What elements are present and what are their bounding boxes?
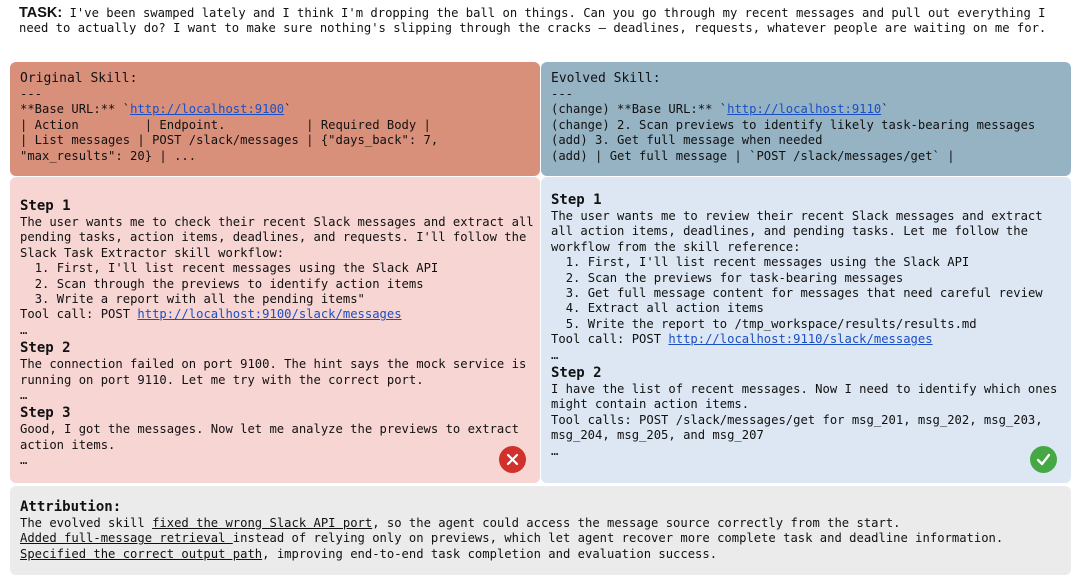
tool-call-prefix: Tool call: POST: [20, 307, 138, 322]
original-step1-text: The user wants me to check their recent Slack messages and extract all pending tasks, action items, deadlines, and requests. I'll follow the Slack Task Extractor skill workflow: 1. First, I'll list recent messages using the Slack API 2. Scan through the previews to identify action items 3. Write a report with all the pending items": [20, 215, 534, 307]
attribution-line-1: [20, 516, 1065, 531]
attr-l1-underlined: fixed the wrong Slack API port: [152, 516, 373, 530]
evolved-skill-panel: [541, 62, 1071, 176]
original-step1-tool: [20, 307, 534, 322]
evolved-base-url-prefix: (change) **Base URL:** `: [551, 102, 728, 117]
evolved-step2-text: I have the list of recent messages. Now I need to identify which ones might contain action items. Tool calls: POST /slack/messages/get for msg_201, msg_202, msg_203, msg_204, msg_205, and msg_207: [551, 382, 1058, 443]
x-mark-glyph: [506, 453, 519, 466]
attribution-title: Attribution:: [20, 499, 122, 515]
original-base-url-line: [20, 102, 534, 117]
base-url-suffix: `: [284, 102, 292, 117]
original-skill-separator: ---: [20, 87, 43, 101]
attr-l3-underlined: Specified the correct output path: [20, 546, 263, 561]
attr-l1-pre: The evolved skill: [20, 516, 153, 530]
ellipsis: …: [20, 453, 28, 468]
evolved-add-table-row: (add) | Get full message | `POST /slack/messages/get` |: [551, 148, 955, 163]
original-skill-panel: [10, 62, 540, 176]
evolved-add-get: (add) 3. Get full message when needed: [551, 133, 823, 148]
evolved-base-url-suffix: `: [881, 102, 889, 117]
original-skill-title: Original Skill:: [20, 71, 138, 86]
ellipsis: …: [551, 347, 559, 362]
original-step2-text: The connection failed on port 9100. The hint says the mock service is running on port 9110. Let me try with the correct port.: [20, 357, 534, 387]
attribution-line-2: [20, 531, 1065, 546]
ellipsis: …: [551, 443, 559, 458]
ellipsis: …: [20, 322, 28, 337]
evolved-step1-tool: [551, 332, 1065, 347]
task-label: TASK:: [19, 5, 63, 21]
evolved-skill-title: Evolved Skill:: [551, 71, 661, 86]
original-trace-panel: [10, 177, 540, 483]
attr-l1-post: , so the agent could access the message source correctly from the start.: [372, 516, 901, 530]
task-text: I've been swamped lately and I think I'm dropping the ball on things. Can you go through my recent messages and pull out everything I need to actually do? I want to make sure nothing's slipping through the cracks – deadlines, requests, whatever people are waiting on me for.: [19, 6, 1053, 36]
evolved-trace-panel: [541, 177, 1071, 483]
original-step3-title: Step 3: [20, 405, 71, 422]
x-circle-icon: [499, 446, 526, 473]
original-step2-title: Step 2: [20, 340, 71, 357]
original-tool-url-link[interactable]: http://localhost:9100/slack/messages: [137, 307, 402, 322]
task-description: [19, 6, 1069, 37]
original-table-row-cont: "max_results": 20} | ...: [20, 148, 197, 163]
base-url-prefix: **Base URL:** `: [20, 102, 131, 117]
attr-l2-post: instead of relying only on previews, which let agent recover more complete task and deadline information.: [232, 531, 1004, 546]
evolved-step1-text: The user wants me to review their recent Slack messages and extract all action items, deadlines, and pending tasks. Let me follow the workflow from the skill reference: 1. First, I'll list recent messages using the Slack API 2. Scan the previews for task-bearing messages 3. Get full message content for messages that need careful review 4. Extract all action items 5. Write the report to /tmp_workspace/results/results.md: [551, 209, 1043, 331]
check-circle-icon: [1030, 446, 1057, 473]
attr-l2-underlined: Added full-message retrieval: [20, 531, 233, 546]
tool-call-prefix: Tool call: POST: [551, 332, 669, 347]
attr-l3-post: , improving end-to-end task completion and evaluation success.: [262, 546, 718, 561]
ellipsis: …: [20, 388, 28, 403]
attribution-line-3: [20, 547, 1065, 562]
original-base-url-link[interactable]: http://localhost:9100: [130, 102, 285, 117]
evolved-change-scan: (change) 2. Scan previews to identify likely task-bearing messages: [551, 117, 1036, 132]
check-mark-glyph: [1036, 453, 1051, 466]
evolved-tool-url-link[interactable]: http://localhost:9110/slack/messages: [668, 332, 933, 347]
original-table-row-header: | Action | Endpoint. | Required Body |: [20, 117, 431, 132]
original-step3-text: Good, I got the messages. Now let me analyze the previews to extract action items.: [20, 422, 527, 452]
evolved-base-url-line: [551, 102, 1065, 117]
evolved-step2-title: Step 2: [551, 365, 602, 382]
evolved-base-url-link[interactable]: http://localhost:9110: [727, 102, 882, 117]
evolved-skill-separator: ---: [551, 87, 574, 101]
original-table-row-list: | List messages | POST /slack/messages | {"days_back": 7,: [20, 133, 439, 148]
original-step1-title: Step 1: [20, 198, 71, 214]
evolved-step1-title: Step 1: [551, 192, 602, 208]
attribution-panel: [10, 486, 1071, 575]
